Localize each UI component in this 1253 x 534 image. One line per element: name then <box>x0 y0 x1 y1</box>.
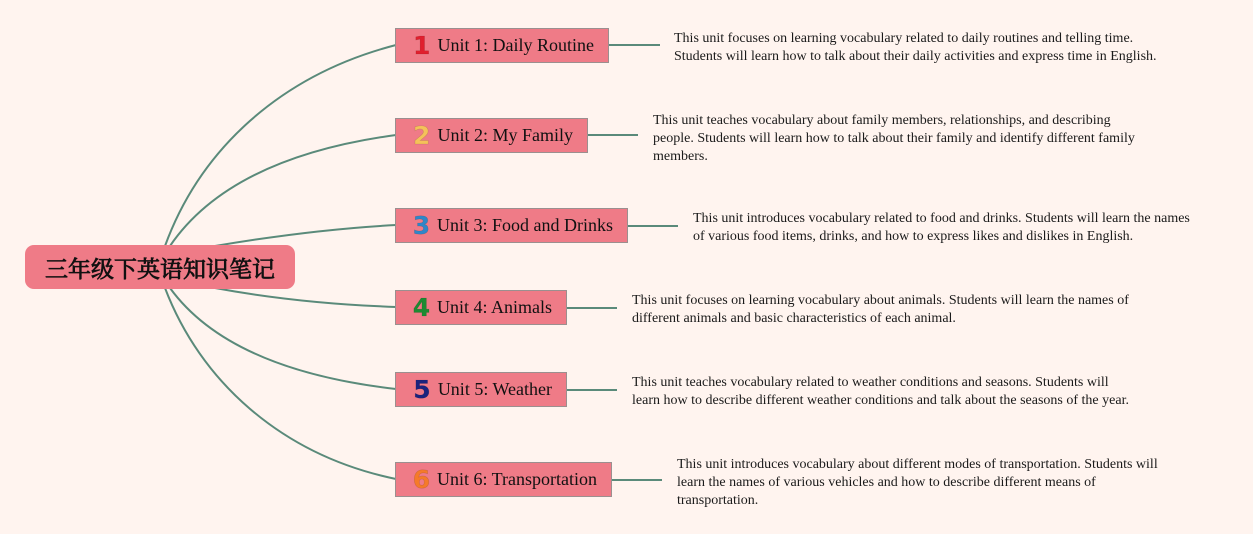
unit-description-2: This unit teaches vocabulary about family members, relationships, and describing people. Students will learn how to talk about their family and identify different family members. <box>653 113 1135 164</box>
unit-description-3: This unit introduces vocabulary related to food and drinks. Students will learn the names of various food items, drinks, and how to express likes and dislikes in English. <box>693 211 1190 244</box>
unit-title: Unit 4: Animals <box>436 297 552 317</box>
unit-description-1: This unit focuses on learning vocabulary related to daily routines and telling time. Students will learn how to talk about their daily activities and express time in English. <box>674 31 1157 64</box>
unit-title: Unit 2: My Family <box>437 125 573 145</box>
unit-node-3[interactable] <box>395 208 628 243</box>
unit-description-6: This unit introduces vocabulary about different modes of transportation. Students will learn the names of various vehicles and how to describe different means of transportation. <box>677 457 1158 508</box>
unit-node-6[interactable] <box>395 462 612 497</box>
unit-node-1[interactable] <box>395 28 609 63</box>
number-4-icon: 4 <box>412 293 431 322</box>
root-title: 三年级下英语知识笔记 <box>45 256 275 283</box>
unit-title: Unit 1: Daily Routine <box>437 35 594 55</box>
connector-root-unit-1 <box>165 45 396 246</box>
unit-title: Unit 6: Transportation <box>436 469 597 489</box>
connector-root-unit-2 <box>170 135 396 246</box>
number-3-icon: 3 <box>412 211 431 240</box>
connector-root-unit-5 <box>170 288 396 389</box>
unit-title: Unit 3: Food and Drinks <box>436 215 613 235</box>
number-2-icon: 2 <box>413 121 431 150</box>
unit-description-4: This unit focuses on learning vocabulary about animals. Students will learn the names of different animals and basic characteristics of each animal. <box>632 293 1129 326</box>
unit-node-4[interactable] <box>395 290 567 325</box>
unit-title: Unit 5: Weather <box>437 379 552 399</box>
number-1-icon: 1 <box>413 31 431 60</box>
number-5-icon: 5 <box>413 375 431 404</box>
connector-root-unit-3 <box>215 225 396 246</box>
connector-root-unit-4 <box>215 288 396 307</box>
unit-description-5: This unit teaches vocabulary related to weather conditions and seasons. Students will learn how to describe different weather conditions and talk about the seasons of the year. <box>632 375 1129 408</box>
unit-node-2[interactable] <box>395 118 588 153</box>
unit-node-5[interactable] <box>395 372 567 407</box>
number-6-icon: 6 <box>412 465 431 494</box>
root-node[interactable] <box>25 245 295 289</box>
